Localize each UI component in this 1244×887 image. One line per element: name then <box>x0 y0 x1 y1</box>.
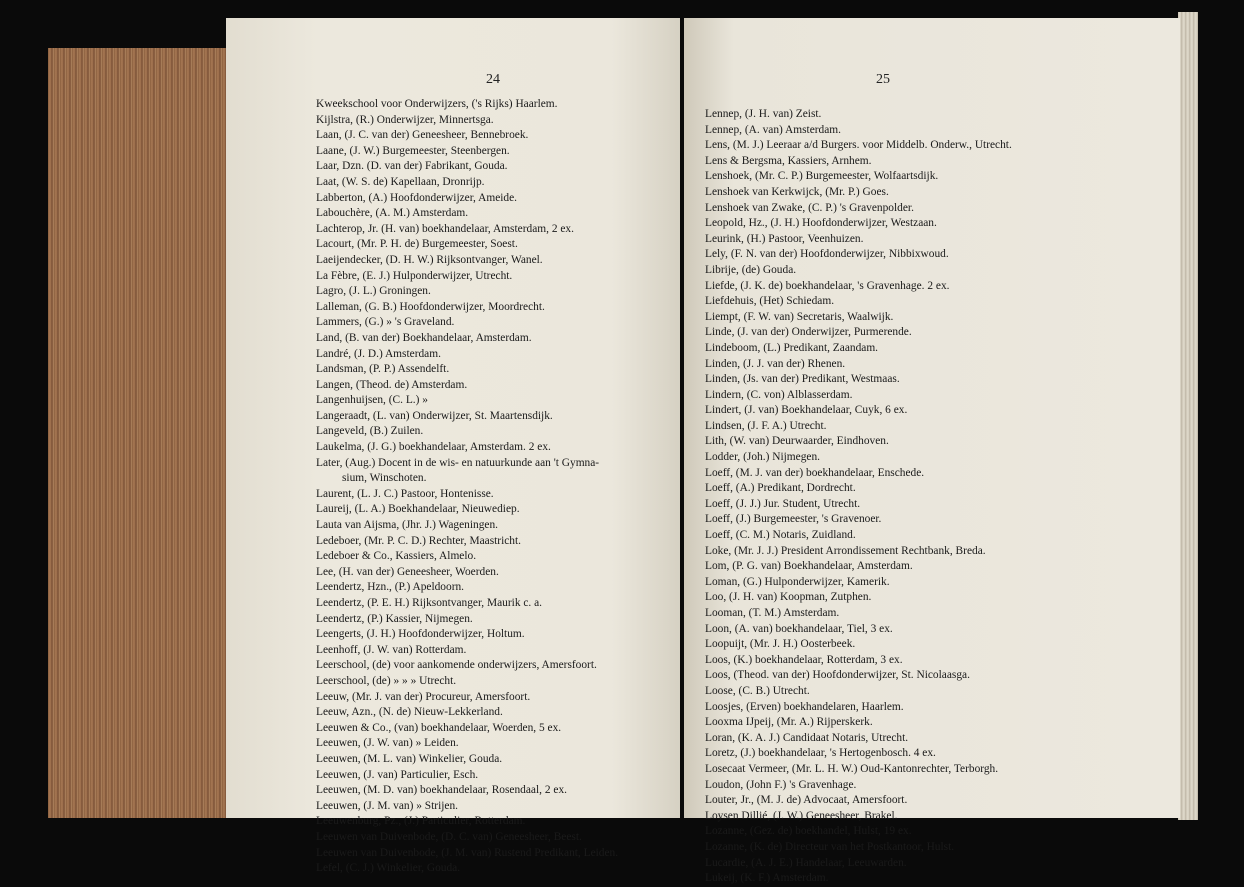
list-entry: Lens, (M. J.) Leeraar a/d Burgers. voor Middelb. Onderw., Utrecht. <box>705 139 1012 152</box>
list-entry: Leendertz, Hzn., (P.) Apeldoorn. <box>316 581 465 594</box>
list-entry: Lozanne, (Gez. de) boekhandel, Hulst, 19 ex. <box>705 825 912 838</box>
list-entry: Laat, (W. S. de) Kapellaan, Dronrijp. <box>316 175 485 188</box>
list-entry: Kijlstra, (R.) Onderwijzer, Minnertsga. <box>316 113 494 126</box>
list-entry: Laukelma, (J. G.) boekhandelaar, Amsterdam. 2 ex. <box>316 441 551 454</box>
list-entry: Ledeboer, (Mr. P. C. D.) Rechter, Maastricht. <box>316 534 522 547</box>
list-entry: Leengerts, (J. H.) Hoofdonderwijzer, Holtum. <box>316 628 525 641</box>
list-entry: Leopold, Hz., (J. H.) Hoofdonderwijzer, Westzaan. <box>705 217 937 230</box>
list-entry: Laurent, (L. J. C.) Pastoor, Hontenisse. <box>316 487 494 500</box>
list-entry: Lachterop, Jr. (H. van) boekhandelaar, Amsterdam, 2 ex. <box>316 222 574 235</box>
list-entry: Leeuwen, (M. L. van) Winkelier, Gouda. <box>316 752 503 765</box>
list-entry: Linden, (J. J. van der) Rhenen. <box>705 357 846 370</box>
list-entry: Leeuwen & Co., (van) boekhandelaar, Woerden, 5 ex. <box>316 721 562 734</box>
list-entry: Losecaat Vermeer, (Mr. L. H. W.) Oud-Kantonrechter, Terborgh. <box>705 762 999 775</box>
list-entry: Leeuwenburg, Pz., (J.) Particulier, Rotterdam. <box>316 815 526 828</box>
list-entry: Loeff, (C. M.) Notaris, Zuidland. <box>705 529 856 542</box>
book-fore-edge-left <box>48 48 228 818</box>
list-entry: Langeveld, (B.) Zuilen. <box>316 425 424 438</box>
list-entry: Leeuwen van Duivenbode, (J. M. van) Rustend Predikant, Leiden. <box>316 846 619 859</box>
list-entry: Lacourt, (Mr. P. H. de) Burgemeester, Soest. <box>316 238 518 251</box>
list-entry: Loeff, (M. J. van der) boekhandelaar, Enschede. <box>705 466 925 479</box>
list-entry: Lindern, (C. von) Alblasserdam. <box>705 388 853 401</box>
list-entry: Landsman, (P. P.) Assendelft. <box>316 363 450 376</box>
list-entry: Lozanne, (K. de) Directeur van het Postkantoor, Hulst. <box>705 840 955 853</box>
list-entry: Leurink, (H.) Pastoor, Veenhuizen. <box>705 232 864 245</box>
book-fore-edge-right <box>1178 12 1198 820</box>
list-entry: Leeuwen, (M. D. van) boekhandelaar, Rosendaal, 2 ex. <box>316 784 567 797</box>
list-entry: Lenshoek van Zwake, (C. P.) 's Gravenpolder. <box>705 201 914 214</box>
list-entry: Loeff, (A.) Predikant, Dordrecht. <box>705 482 856 495</box>
list-entry: Leenhoff, (J. W. van) Rotterdam. <box>316 643 467 656</box>
list-entry: Liefdehuis, (Het) Schiedam. <box>705 295 835 308</box>
list-entry: Leendertz, (P.) Kassier, Nijmegen. <box>316 612 473 625</box>
list-entry: Loosjes, (Erven) boekhandelaren, Haarlem. <box>705 700 904 713</box>
list-entry: Leerschool, (de) voor aankomende onderwijzers, Amersfoort. <box>316 659 597 672</box>
list-entry: Louter, Jr., (M. J. de) Advocaat, Amersfoort. <box>705 794 908 807</box>
list-entry: Loon, (A. van) boekhandelaar, Tiel, 3 ex. <box>705 622 893 635</box>
list-entry: Loran, (K. A. J.) Candidaat Notaris, Utrecht. <box>705 731 909 744</box>
list-entry: Lagro, (J. L.) Groningen. <box>316 285 431 298</box>
list-entry: Leerschool, (de) » » » Utrecht. <box>316 674 457 687</box>
list-entry: Loose, (C. B.) Utrecht. <box>705 684 810 697</box>
list-entry: Lith, (W. van) Deurwaarder, Eindhoven. <box>705 435 889 448</box>
list-entry: Liempt, (F. W. van) Secretaris, Waalwijk. <box>705 310 894 323</box>
page-number-right: 25 <box>876 72 890 87</box>
list-entry: Loos, (K.) boekhandelaar, Rotterdam, 3 ex. <box>705 653 903 666</box>
list-entry: Looxma IJpeij, (Mr. A.) Rijperskerk. <box>705 716 873 729</box>
list-entry: Loopuijt, (Mr. J. H.) Oosterbeek. <box>705 638 856 651</box>
list-entry: Loke, (Mr. J. J.) President Arrondissement Rechtbank, Breda. <box>705 544 986 557</box>
list-entry: Loo, (J. H. van) Koopman, Zutphen. <box>705 591 872 604</box>
list-entry: Leeuwen, (J. M. van) » Strijen. <box>316 799 459 812</box>
list-entry: Laar, Dzn. (D. van der) Fabrikant, Gouda. <box>316 160 508 173</box>
list-entry: Lennep, (A. van) Amsterdam. <box>705 123 842 136</box>
list-entry: Leeuw, Azn., (N. de) Nieuw-Lekkerland. <box>316 706 503 719</box>
list-entry: Leeuwen, (J. W. van) » Leiden. <box>316 737 459 750</box>
list-entry: Lindert, (J. van) Boekhandelaar, Cuyk, 6 ex. <box>705 404 908 417</box>
list-entry: Laeijendecker, (D. H. W.) Rijksontvanger, Wanel. <box>316 253 543 266</box>
list-entry: Lindeboom, (L.) Predikant, Zaandam. <box>705 341 879 354</box>
list-entry: Lukeij, (K. F.) Amsterdam. <box>705 872 829 885</box>
list-entry: Lely, (F. N. van der) Hoofdonderwijzer, Nibbixwoud. <box>705 248 949 261</box>
list-entry: Later, (Aug.) Docent in de wis- en natuurkunde aan 't Gymna- <box>316 456 600 469</box>
list-entry: Loos, (Theod. van der) Hoofdonderwijzer, St. Nicolaasga. <box>705 669 970 682</box>
subscriber-list-left <box>316 97 618 877</box>
list-entry: Loman, (G.) Hulponderwijzer, Kamerik. <box>705 575 890 588</box>
list-entry: Lennep, (J. H. van) Zeist. <box>705 108 822 120</box>
list-entry: Leeuwen van Duivenbode, (D. C. van) Geneesheer, Beest. <box>316 830 582 843</box>
list-entry: Liefde, (J. K. de) boekhandelaar, 's Gravenhage. 2 ex. <box>705 279 950 292</box>
list-entry: Lenshoek, (Mr. C. P.) Burgemeester, Wolfaartsdijk. <box>705 170 939 183</box>
list-entry: Land, (B. van der) Boekhandelaar, Amsterdam. <box>316 331 532 344</box>
subscriber-list-right <box>705 107 1012 887</box>
list-entry: Lodder, (Joh.) Nijmegen. <box>705 451 821 464</box>
list-entry: Librije, (de) Gouda. <box>705 263 797 276</box>
list-entry: Lefel, (C. J.) Winkelier, Gouda. <box>316 862 461 875</box>
list-entry: Langen, (Theod. de) Amsterdam. <box>316 378 468 391</box>
list-entry: Loudon, (John F.) 's Gravenhage. <box>705 778 857 791</box>
list-entry: Laan, (J. C. van der) Geneesheer, Bennebroek. <box>316 129 529 142</box>
list-entry: Lee, (H. van der) Geneesheer, Woerden. <box>316 565 499 578</box>
list-entry: Loretz, (J.) boekhandelaar, 's Hertogenbosch. 4 ex. <box>705 747 936 760</box>
list-entry: Lenshoek van Kerkwijck, (Mr. P.) Goes. <box>705 185 889 198</box>
list-entry: Linde, (J. van der) Onderwijzer, Purmerende. <box>705 326 912 339</box>
list-entry: Lauta van Aijsma, (Jhr. J.) Wageningen. <box>316 519 499 532</box>
list-entry: Kweekschool voor Onderwijzers, ('s Rijks) Haarlem. <box>316 98 558 110</box>
list-entry: Loeff, (J.) Burgemeester, 's Gravenoer. <box>705 513 882 526</box>
list-entry: Leendertz, (P. E. H.) Rijksontvanger, Maurik c. a. <box>316 597 543 609</box>
list-entry: Lammers, (G.) » 's Graveland. <box>316 316 455 329</box>
list-entry: Landré, (J. D.) Amsterdam. <box>316 347 441 360</box>
list-entry: sium, Winschoten. <box>342 472 427 485</box>
list-entry: Looman, (T. M.) Amsterdam. <box>705 607 840 619</box>
list-entry: Langeraadt, (L. van) Onderwijzer, St. Maartensdijk. <box>316 409 553 422</box>
list-entry: Linden, (Js. van der) Predikant, Westmaas. <box>705 373 900 386</box>
list-entry: Laureij, (L. A.) Boekhandelaar, Nieuwediep. <box>316 503 520 516</box>
list-entry: Loeff, (J. J.) Jur. Student, Utrecht. <box>705 497 861 510</box>
list-entry: Loysen Dillié, (J. W.) Geneesheer, Brakel. <box>705 809 898 822</box>
list-entry: Labberton, (A.) Hoofdonderwijzer, Ameide. <box>316 191 518 204</box>
list-entry: Labouchère, (A. M.) Amsterdam. <box>316 207 469 220</box>
list-entry: Lens & Bergsma, Kassiers, Arnhem. <box>705 154 872 167</box>
page-number-left: 24 <box>486 72 500 87</box>
list-entry: Leeuw, (Mr. J. van der) Procureur, Amersfoort. <box>316 690 531 703</box>
list-entry: Lalleman, (G. B.) Hoofdonderwijzer, Moordrecht. <box>316 300 545 313</box>
list-entry: Lindsen, (J. F. A.) Utrecht. <box>705 419 827 432</box>
list-entry: Leeuwen, (J. van) Particulier, Esch. <box>316 768 479 781</box>
list-entry: Langenhuijsen, (C. L.) » <box>316 394 428 407</box>
list-entry: Lom, (P. G. van) Boekhandelaar, Amsterdam. <box>705 560 913 573</box>
list-entry: La Fèbre, (E. J.) Hulponderwijzer, Utrecht. <box>316 269 513 282</box>
list-entry: Ledeboer & Co., Kassiers, Almelo. <box>316 550 477 563</box>
list-entry: Laane, (J. W.) Burgemeester, Steenbergen. <box>316 144 510 157</box>
list-entry: Lucardie, (A. J. E.) Handelaar, Leeuwarden. <box>705 856 907 869</box>
